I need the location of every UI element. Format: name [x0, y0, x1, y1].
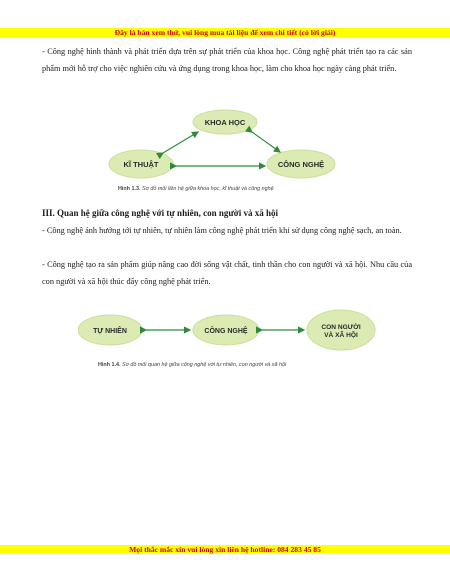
figure-1-caption: Hình 1.3. Sơ đồ mối liên hệ giữa khoa học, kĩ thuật và công nghệ	[118, 186, 274, 192]
node-label-ki-thuat: KĨ THUẬT	[123, 160, 159, 169]
figure-technology-nature-society	[78, 308, 378, 354]
node-label-cong-nghe-2: CÔNG NGHỆ	[204, 328, 248, 335]
section-heading: III. Quan hệ giữa công nghệ với tự nhiên, con người và xã hội	[42, 208, 278, 218]
arrow-khoahoc-congnghe	[252, 132, 280, 152]
figure-2-caption: Hình 1.4. Sơ đồ mối quan hệ giữa công nghệ với tự nhiên, con người và xã hội	[98, 362, 287, 368]
node-label-va-xa-hoi: VÀ XÃ HỘI	[324, 332, 358, 339]
node-label-khoa-hoc: KHOA HỌC	[204, 118, 246, 127]
paragraph-society: - Công nghệ tạo ra sản phẩm giúp nâng cao đời sống vật chất, tinh thần cho con người và xã hội. Nhu cầu của con người và xã hội thúc đẩy công nghệ phát triển.	[42, 260, 412, 286]
node-label-tu-nhien: TỰ NHIÊN	[93, 328, 127, 335]
arrow-kithuat-khoahoc	[163, 132, 198, 153]
hotline-banner: Mọi thắc mắc xin vui lòng xin liên hệ hotline: 084 283 45 85	[0, 545, 450, 554]
figure-science-technique-technology	[108, 108, 348, 186]
paragraph-nature: - Công nghệ ảnh hưởng tới tự nhiên, tự nhiên làm công nghệ phát triển khi sử dụng công nghệ sạch, an toàn.	[42, 226, 402, 235]
paragraph-science-technology: - Công nghệ hình thành và phát triển dựa trên sự phát triển của khoa học. Công nghệ phát triển tạo ra các sản phẩm mới hỗ trợ cho việc nghiên cứu và ứng dụng trong khoa học, làm cho khoa học ngày càng phát triển.	[42, 47, 412, 73]
node-label-con-nguoi: CON NGƯỜI	[321, 324, 361, 331]
preview-notice-banner: Đây là bản xem thử, vui lòng mua tài liệu để xem chi tiết (có lời giải)	[0, 28, 450, 37]
node-label-cong-nghe: CÔNG NGHỆ	[277, 160, 325, 169]
